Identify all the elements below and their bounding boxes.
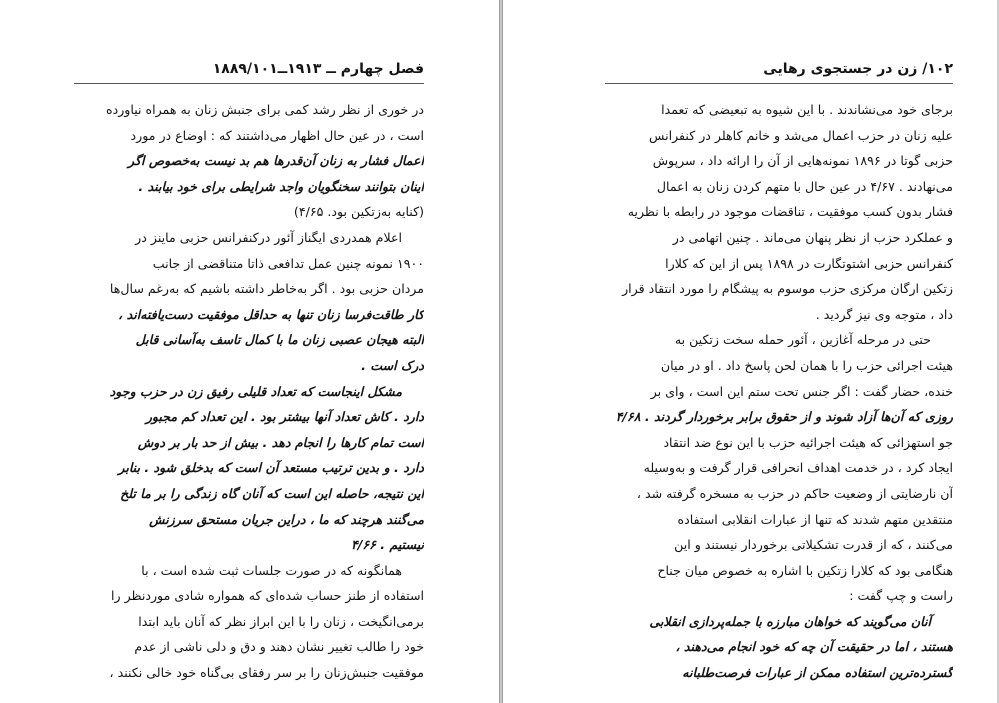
text-line: موفقیت جنبش‌زنان را بر سر رفقای بی‌گناه خود خالی نکنند ،: [109, 665, 424, 681]
text-line: هیئت اجرائی حزب را با همان لحن پاسخ داد . او در میان: [660, 357, 953, 373]
text-line: کنفرانس حزبی اشتوتگارت در ۱۸۹۸ پس از این که کلارا: [665, 255, 953, 271]
text-line: در خوری از نظر رشد کمی برای جنبش زنان به همراه نیاورده: [106, 102, 424, 117]
text-line: روزی که آن‌ها آزاد شوند و از حقوق برابر برخوردار گردند . ۴/۶۸: [615, 409, 953, 425]
text-line: آنان می‌گویند که خواهان مبارزه با جمله‌پردازی انقلابی: [649, 613, 931, 629]
text-line: هنگامی بود که کلارا زتکین با اشاره به خصوص میان جناح: [657, 562, 953, 578]
right-running-header: [605, 54, 953, 84]
text-line: می‌نهادند . ۴/۶۷ در عین حال با متهم کردن زنان به اعمال: [656, 178, 953, 194]
text-line: درک است .: [361, 357, 424, 373]
text-line: خود را طالب تغییر نشان دهند و دق و دلی ناشی از عدم: [134, 639, 424, 655]
text-line: مردان حزبی بود . اگر به‌خاطر داشته باشیم که به‌رغم سال‌ها: [109, 281, 424, 297]
text-line: دارد . کاش تعداد آنها بیشتر بود . این تعداد کم مجبور: [145, 409, 424, 425]
text-line: منتقدین متهم شدند که تنها از عبارات انقلابی استفاده: [677, 511, 953, 527]
text-line: نیستیم . ۴/۶۶: [351, 537, 424, 553]
left-page: [0, 0, 499, 703]
right-header-text: ۱۰۲/ زن در جستجوی رهایی: [763, 61, 953, 77]
text-line: است تمام کارها را انجام دهد . بیش از حد بار بر دوش: [137, 434, 424, 450]
text-line: اینان بتوانند سخنگویان واجد شرایطی برای خود بیابند .: [138, 178, 424, 194]
text-line: هستند ، اما در حقیقت آن چه که خود انجام می‌دهند ،: [675, 639, 953, 655]
text-line: برجای خود می‌نشاندند . با این شیوه به تبعیضی که تعمدا: [661, 102, 953, 117]
text-line: آن نارضایتی از وضعیت حاکم در حزب به مسخره گرفته شد ،: [636, 485, 953, 501]
left-header-text: فصل چهارم ــ ۱۹۱۳ــ۱۸۸۹/۱۰۱: [212, 61, 424, 77]
text-line: کار طاقت‌فرسا زنان تنها به حداقل موفقیت دست‌یافته‌اند ،: [118, 306, 424, 322]
right-body-text: [605, 97, 953, 686]
text-line: (کنایه به‌زتکین بود. ۴/۶۵): [293, 204, 424, 220]
text-line: حزبی گوتا در ۱۸۹۶ نمونه‌هایی از آن را ارائه داد ، سرپوش: [652, 153, 953, 169]
right-header-rule: [605, 83, 953, 84]
text-line: این نتیجه‌، حاصله این است که آنان گاه زندگی را بر ما تلخ: [120, 485, 424, 501]
text-line: دارد . و بدین ترتیب مستعد آن است که بدخلق شود . بنابر: [118, 460, 424, 476]
right-page: [503, 0, 999, 703]
text-line: ۱۹۰۰ نمونه چنین عمل تدافعی ذاتا متناقضی از جانب: [152, 255, 424, 271]
text-line: و عملکرد حزب از نظر پنهان می‌ماند . چنین اتهامی در: [672, 229, 953, 245]
text-line: راست و چپ گفت :: [849, 588, 953, 604]
text-line: اعمال فشار به زنان آن‌قدرها هم بد نیست به‌خصوص اگر: [128, 153, 424, 169]
text-line: برمی‌انگیخت ، زنان را با این ابراز نظر که آنان باید ابتدا: [138, 613, 424, 629]
text-line: البته هیجان عصبی زنان ما با کمال تاسف به‌آسانی قابل: [135, 332, 424, 348]
left-running-header: [74, 54, 424, 84]
left-header-rule: [74, 83, 424, 84]
text-line: می‌گنند هرچند که ما ، دراین جریان مستحق سرزنش: [149, 511, 424, 527]
text-line: همانگونه که در صورت جلسات ثبت شده است ، با: [141, 562, 402, 578]
text-line: می‌کنند ، که از قدرت تشکیلاتی برخوردار نیستند و این: [674, 537, 953, 553]
text-line: حتی در مرحله آغازین ، آئور حمله سخت زتکین به: [674, 332, 931, 348]
text-line: مشکل اینجاست که تعداد قلیلی رفیق زن در حزب وجود: [109, 383, 402, 399]
text-line: گسترده‌ترین استفاده ممکن از عبارات فرصت‌طلبانه: [682, 665, 953, 681]
text-line: علیه زنان در حزب اعمال می‌شد و خانم کاهلر در کنفرانس: [649, 127, 953, 143]
text-line: است ، در عین حال اظهار می‌داشتند که : اوضاع در مورد: [130, 127, 424, 143]
text-line: فشار بدون کسب موفقیت ، تناقضات موجود در رابطه با نظریه: [627, 204, 953, 220]
text-line: داد ، متوجه وی نیز گردید .: [815, 306, 953, 322]
text-line: ایجاد کرد ، در خدمت اهداف انحرافی قرار گرفت و به‌وسیله: [643, 460, 953, 476]
text-line: زتکین ارگان مرکزی حزب موسوم به پیشگام را مورد انتقاد قرار: [622, 281, 953, 297]
left-body-text: [74, 97, 424, 686]
text-line: خنده‌، حضار گفت : اگر جنس تحت ستم این است ، وای بر: [650, 383, 953, 399]
text-line: استفاده از طنز حساب شده‌ای که همواره شادی موردنظر را: [111, 588, 424, 604]
text-line: اعلام همدردی ایگناز آئور درکنفرانس حزبی ماینز در: [135, 229, 402, 245]
text-line: جو استهزائی که هیئت اجرائیه حزب با این نوع ضد انتقاد: [663, 434, 953, 450]
